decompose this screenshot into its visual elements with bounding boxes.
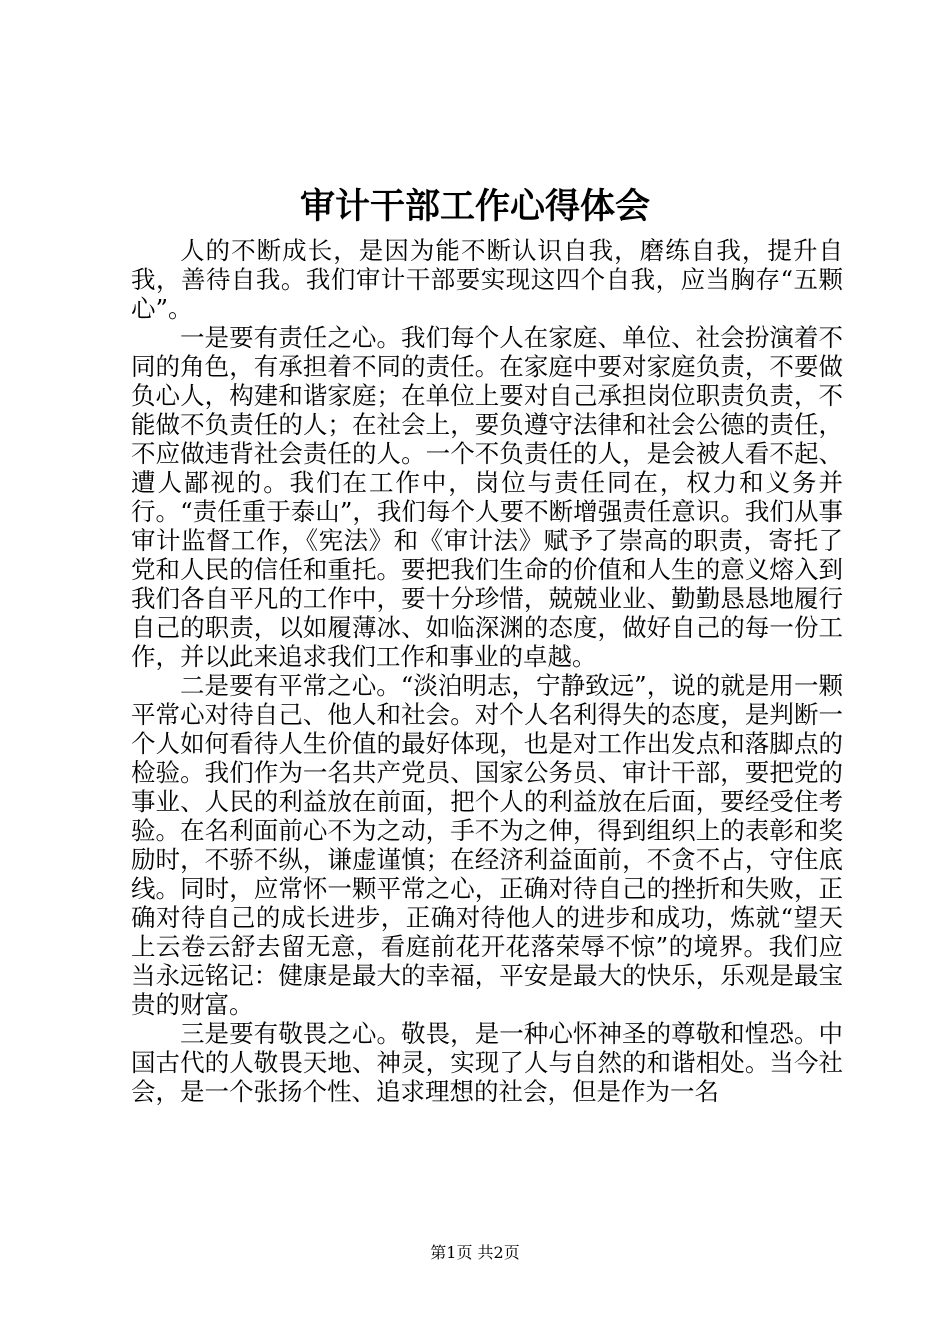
paragraph-ordinary-heart: 二是要有平常之心。“淡泊明志，宁静致远”，说的就是用一颗平常心对待自己、他人和社会。对个人名利得失的态度，是判断一个人如何看待人生价值的最好体现，也是对工作出发点和落脚点的检验。我们作为一名共产党员、国家公务员、审计干部，要把党的事业、人民的利益放在前面，把个人的利益放在后面，要经受住考验。在名利面前心不为之动，手不为之伸，得到组织上的表彰和奖励时，不骄不纵，谦虚谨慎；在经济利益面前，不贪不占，守住底线。同时，应常怀一颗平常之心，正确对待自己的挫折和失败，正确对待自己的成长进步，正确对待他人的进步和成功，炼就“望天上云卷云舒去留无意，看庭前花开花落荣辱不惊”的境界。我们应当永远铭记：健康是最大的幸福，平安是最大的快乐，乐观是最宝贵的财富。: [131, 671, 843, 1019]
page-footer: 第1页 共2页: [430, 1243, 520, 1262]
paragraph-reverence: 三是要有敬畏之心。敬畏，是一种心怀神圣的尊敬和惶恐。中国古代的人敬畏天地、神灵，实现了人与自然的和谐相处。当今社会，是一个张扬个性、追求理想的社会，但是作为一名: [131, 1019, 843, 1106]
document-title: 审计干部工作心得体会: [299, 186, 650, 227]
paragraph-intro: 人的不断成长，是因为能不断认识自我，磨练自我，提升自我，善待自我。我们审计干部要实现这四个自我，应当胸存“五颗心”。: [131, 236, 843, 323]
document-body: [131, 236, 843, 1106]
paragraph-responsibility: 一是要有责任之心。我们每个人在家庭、单位、社会扮演着不同的角色，有承担着不同的责任。在家庭中要对家庭负责，不要做负心人，构建和谐家庭；在单位上要对自己承担岗位职责负责，不能做不负责任的人；在社会上，要负遵守法律和社会公德的责任，不应做违背社会责任的人。一个不负责任的人，是会被人看不起、遭人鄙视的。我们在工作中，岗位与责任同在，权力和义务并行。“责任重于泰山”，我们每个人要不断增强责任意识。我们从事审计监督工作，《宪法》和《审计法》赋予了崇高的职责，寄托了党和人民的信任和重托。要把我们生命的价值和人生的意义熔入到我们各自平凡的工作中，要十分珍惜，兢兢业业、勤勤恳恳地履行自己的职责，以如履薄冰、如临深渊的态度，做好自己的每一份工作，并以此来追求我们工作和事业的卓越。: [131, 323, 843, 671]
